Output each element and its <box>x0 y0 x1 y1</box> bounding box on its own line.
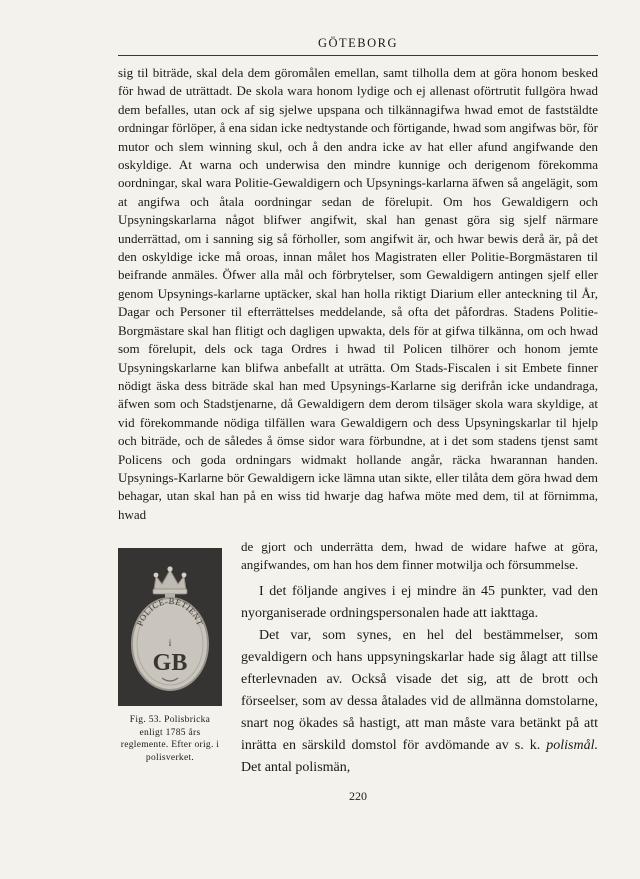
body-paragraph-continuation: de gjort och underrätta dem, hwad de widare hafwe at göra, angifwandes, om han hos dem finner motwilja och försummelse. <box>241 539 598 573</box>
paragraph-3-text-b: Det antal polismän, <box>241 759 351 775</box>
header-rule <box>118 55 598 56</box>
paragraph-3-text-a: Det var, som synes, en hel del bestämmelser, som gevaldigern och hans uppsyningskarlar hade sig ålagt att tillse efterlevnaden av. Också visade det sig, att de brott och förseelser, som av dessa åtalades vid de allmänna domstolarne, snart nog ökades så hastigt, att man måste vara betänkt på att inrätta en särskild domstol för avdömande av s. k. <box>241 627 598 753</box>
paragraph-3-italic: polismål. <box>546 737 598 753</box>
badge-small-text: i <box>168 638 172 648</box>
police-badge-image <box>118 548 222 706</box>
page-number: 220 <box>349 789 367 803</box>
body-paragraph-3 <box>241 625 598 779</box>
figure <box>118 548 222 764</box>
badge-arc-text: POLICE-BETIENT <box>134 595 206 628</box>
badge-monogram: GB <box>152 650 188 676</box>
running-head: GÖTEBORG <box>317 36 399 50</box>
body-paragraph-2: I det följande angives i ej mindre än 45 punkter, vad den nyorganiserade ordningspersonalen hade att iakttaga. <box>241 583 598 621</box>
figure-caption: Fig. 53. Polisbricka enligt 1785 års reglemente. Efter orig. i polisverket. <box>120 715 220 763</box>
badge-photo <box>118 548 222 706</box>
wrapped-text-column <box>241 538 598 779</box>
body-paragraph: sig til biträde, skal dela dem göromålen emellan, samt tilholla dem at göra honom besked för hwad de uträttadt. De skola wara honom lydige och ej allenast oförtrutit fullgöra hwad dem befalles, utan ock af sig sjelwe upspana och tilkännagifwa hwad emot de faststäldte ordningar förlöper, å ena sidan icke nedtystande och förtigande, hwad som angifwas bör, för mutor och slem winning skul, och å den andra icke av hat eller afund angifwande den oskyldige. At warna och underwisa den mindre kunnige och derigenom förekomma oordningar, skal wara Politie-Gewaldigern och Upsynings-karlarna äfwen så angelägit, som at angifwa och åtala oordningar sedan de förelupit. Om hos Gewaldigern och Upsyningskarlarna något blifwer angifwit, skal han genast göra sig sjelf närmare underrättad, om i sanning sig så förholler, som angifwit är, och hwar bewis derå är, på det den oskyldige icke må oroas, innan målet hos Magistraten eller Politie-Borgmästaren til beifrande anmäles. Öfwer alla mål och förbrytelser, som Gewaldigern antingen sjelf eller genom Upsynings-karlarne uptäcker, skal han holla riktigt Diarium eller anteckning til År, Dagar och Personer til efterrättelses meddelande, så ofta det påfordras. Stadens Politie-Borgmästare skal han flitigt och dagligen upwakta, dels för at gifwa tilkänna, om och hwad som förelupit, dels ock taga Ordres i hwad til Policen tilhörer och honom jemte Upsyningskarlarne kan blifwa anbefallt at uträtta. Om Stads-Fiscalen i sit Embete finner nödigt äska dess biträde skal han med Upsynings-Karlarne sig derifrån icke undandraga, äfwen som och Stadstjenarne, då Gewaldigern dem derom tilsäger skola wara skyldige, at vid förekommande nödiga tilfällen wara Gewaldigern och dess Upsyningskarlar til hjelp och biträde, och de således å ömse sidor wara förbundne, at i det som stadens tjenst samt Policens och goda ordningars widmakt hollande angår, räcka hwarannan handen. Upsynings-Karlarne bör Gewaldigern icke lämna utan sikte, eller tilåta dem göra hwad dem behagar, utan skal han på en wiss tid hwarje dag hafwa möte med dem, til at förnimma, hwad <box>118 65 598 522</box>
